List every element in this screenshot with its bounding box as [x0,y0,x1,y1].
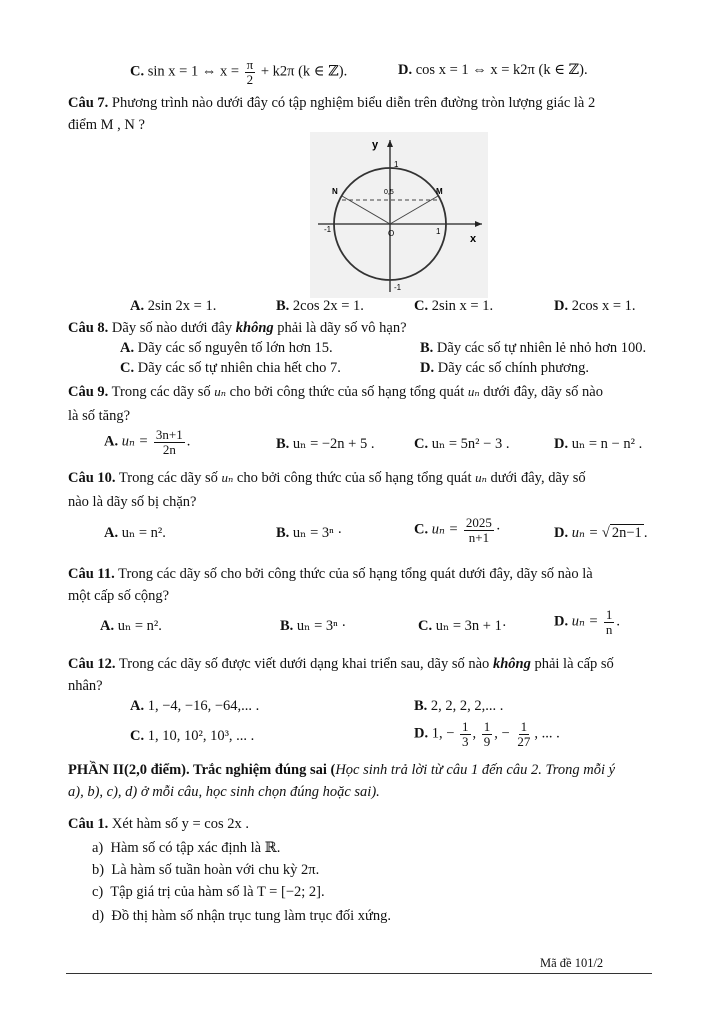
q8-option-a: A. Dãy các số nguyên tố lớn hơn 15. [120,340,333,356]
q7-stem-line2: điểm M , N ? [68,117,145,133]
label-minus1-left: -1 [324,225,332,234]
q7-option-d: D. 2cos x = 1. [554,298,636,314]
q12-option-a: A. 1, −4, −16, −64,... . [130,698,260,714]
q12-option-d: D. 1, − $\frac{1}{3}$ , $\frac{1}{9}$ , − $\frac{1}{27}$ , ... . [414,719,560,749]
q9-stem-line2: là số tăng? [68,408,131,424]
q11-option-c: C. uₙ = 3n + 1· [418,618,507,634]
q6-option-c: C. sin x = 1 ⇔ x = $\frac{\pi}{2}$ + k2π (k ∈ ℤ). [130,57,348,87]
q10-stem-line2: nào là dãy số bị chặn? [68,494,197,510]
label-half: 0,5 [384,189,394,196]
q10-option-d: D. uₙ = √ 2n−1 . [554,525,648,541]
part2-q1-item-a: a) Hàm số có tập xác định là ℝ. [92,840,281,856]
label-1-right: 1 [436,227,441,236]
q9-option-c: C. uₙ = 5n² − 3 . [414,436,510,452]
q9-option-d: D. uₙ = n − n² . [554,436,643,452]
q10-stem: Câu 10. Trong các dãy số uₙ cho bởi công thức của số hạng tổng quát uₙ dưới đây, dãy số [68,470,586,486]
q10-option-b: B. uₙ = 3ⁿ · [276,525,343,541]
q11-option-d: D. uₙ = $\frac{1}{n}$ . [554,607,621,637]
x-axis-label: x [470,233,477,245]
q7-stem: Câu 7. Phương trình nào dưới đây có tập nghiệm biểu diễn trên đường tròn lượng giác là 2 [68,95,596,111]
label-1-top: 1 [394,160,399,169]
q7-option-c: C. 2sin x = 1. [414,298,494,314]
q8-stem: Câu 8. Dãy số nào dưới đây không phải là dãy số vô hạn? [68,320,407,336]
q7-trig-circle-figure [310,132,488,298]
exam-code: Mã đề 101/2 [540,956,604,970]
y-axis-label: y [372,139,379,151]
q11-option-a: A. uₙ = n². [100,618,162,634]
q12-option-c: C. 1, 10, 10², 10³, ... . [130,728,255,744]
q12-option-b: B. 2, 2, 2, 2,... . [414,698,504,714]
part2-heading: PHẦN II(2,0 điểm). Trắc nghiệm đúng sai (Học sinh trả lời từ câu 1 đến câu 2. Trong mỗi ý [68,762,616,778]
part2-q1-stem: Câu 1. Xét hàm số y = cos 2x . [68,816,249,832]
part2-q1-item-c: c) Tập giá trị của hàm số là T = [−2; 2]. [92,884,325,900]
q9-stem: Câu 9. Trong các dãy số uₙ cho bởi công thức của số hạng tổng quát uₙ dưới đây, dãy số nào [68,384,603,400]
footer-divider [66,973,652,974]
origin-label: O [388,229,395,238]
part2-q1-item-b: b) Là hàm số tuần hoàn với chu kỳ 2π. [92,862,320,878]
q12-stem-line2: nhân? [68,678,103,694]
q10-option-a: A. uₙ = n². [104,525,166,541]
q8-option-c: C. Dãy các số tự nhiên chia hết cho 7. [120,360,341,376]
q7-option-b: B. 2cos 2x = 1. [276,298,364,314]
q11-stem-line2: một cấp số cộng? [68,588,170,604]
q8-option-b: B. Dãy các số tự nhiên lẻ nhỏ hơn 100. [420,340,647,356]
q8-option-d: D. Dãy các số chính phương. [420,360,589,376]
q9-option-b: B. uₙ = −2n + 5 . [276,436,375,452]
q12-stem: Câu 12. Trong các dãy số được viết dưới dạng khai triển sau, dãy số nào không phải là cấp số [68,656,614,672]
part2-q1-item-d: d) Đồ thị hàm số nhận trục tung làm trục đối xứng. [92,908,392,924]
q6-option-d: D. cos x = 1 ⇔ x = k2π (k ∈ ℤ). [398,62,588,78]
q11-stem: Câu 11. Trong các dãy số cho bởi công thức của số hạng tổng quát dưới đây, dãy số nào là [68,566,593,582]
q7-option-a: A. 2sin 2x = 1. [130,298,217,314]
q10-option-c: C. uₙ = $\frac{2025}{n+1}$ · [414,515,501,545]
figure-background [310,132,488,298]
point-m-label: M [436,187,443,196]
part2-instructions-line2: a), b), c), d) ở mỗi câu, học sinh chọn đúng hoặc sai). [68,784,380,800]
label-minus1-bottom: -1 [394,283,402,292]
q9-option-a: A. uₙ = $\frac{3n+1}{2n}$ . [104,427,191,457]
q11-option-b: B. uₙ = 3ⁿ · [280,618,347,634]
point-n-label: N [332,187,338,196]
